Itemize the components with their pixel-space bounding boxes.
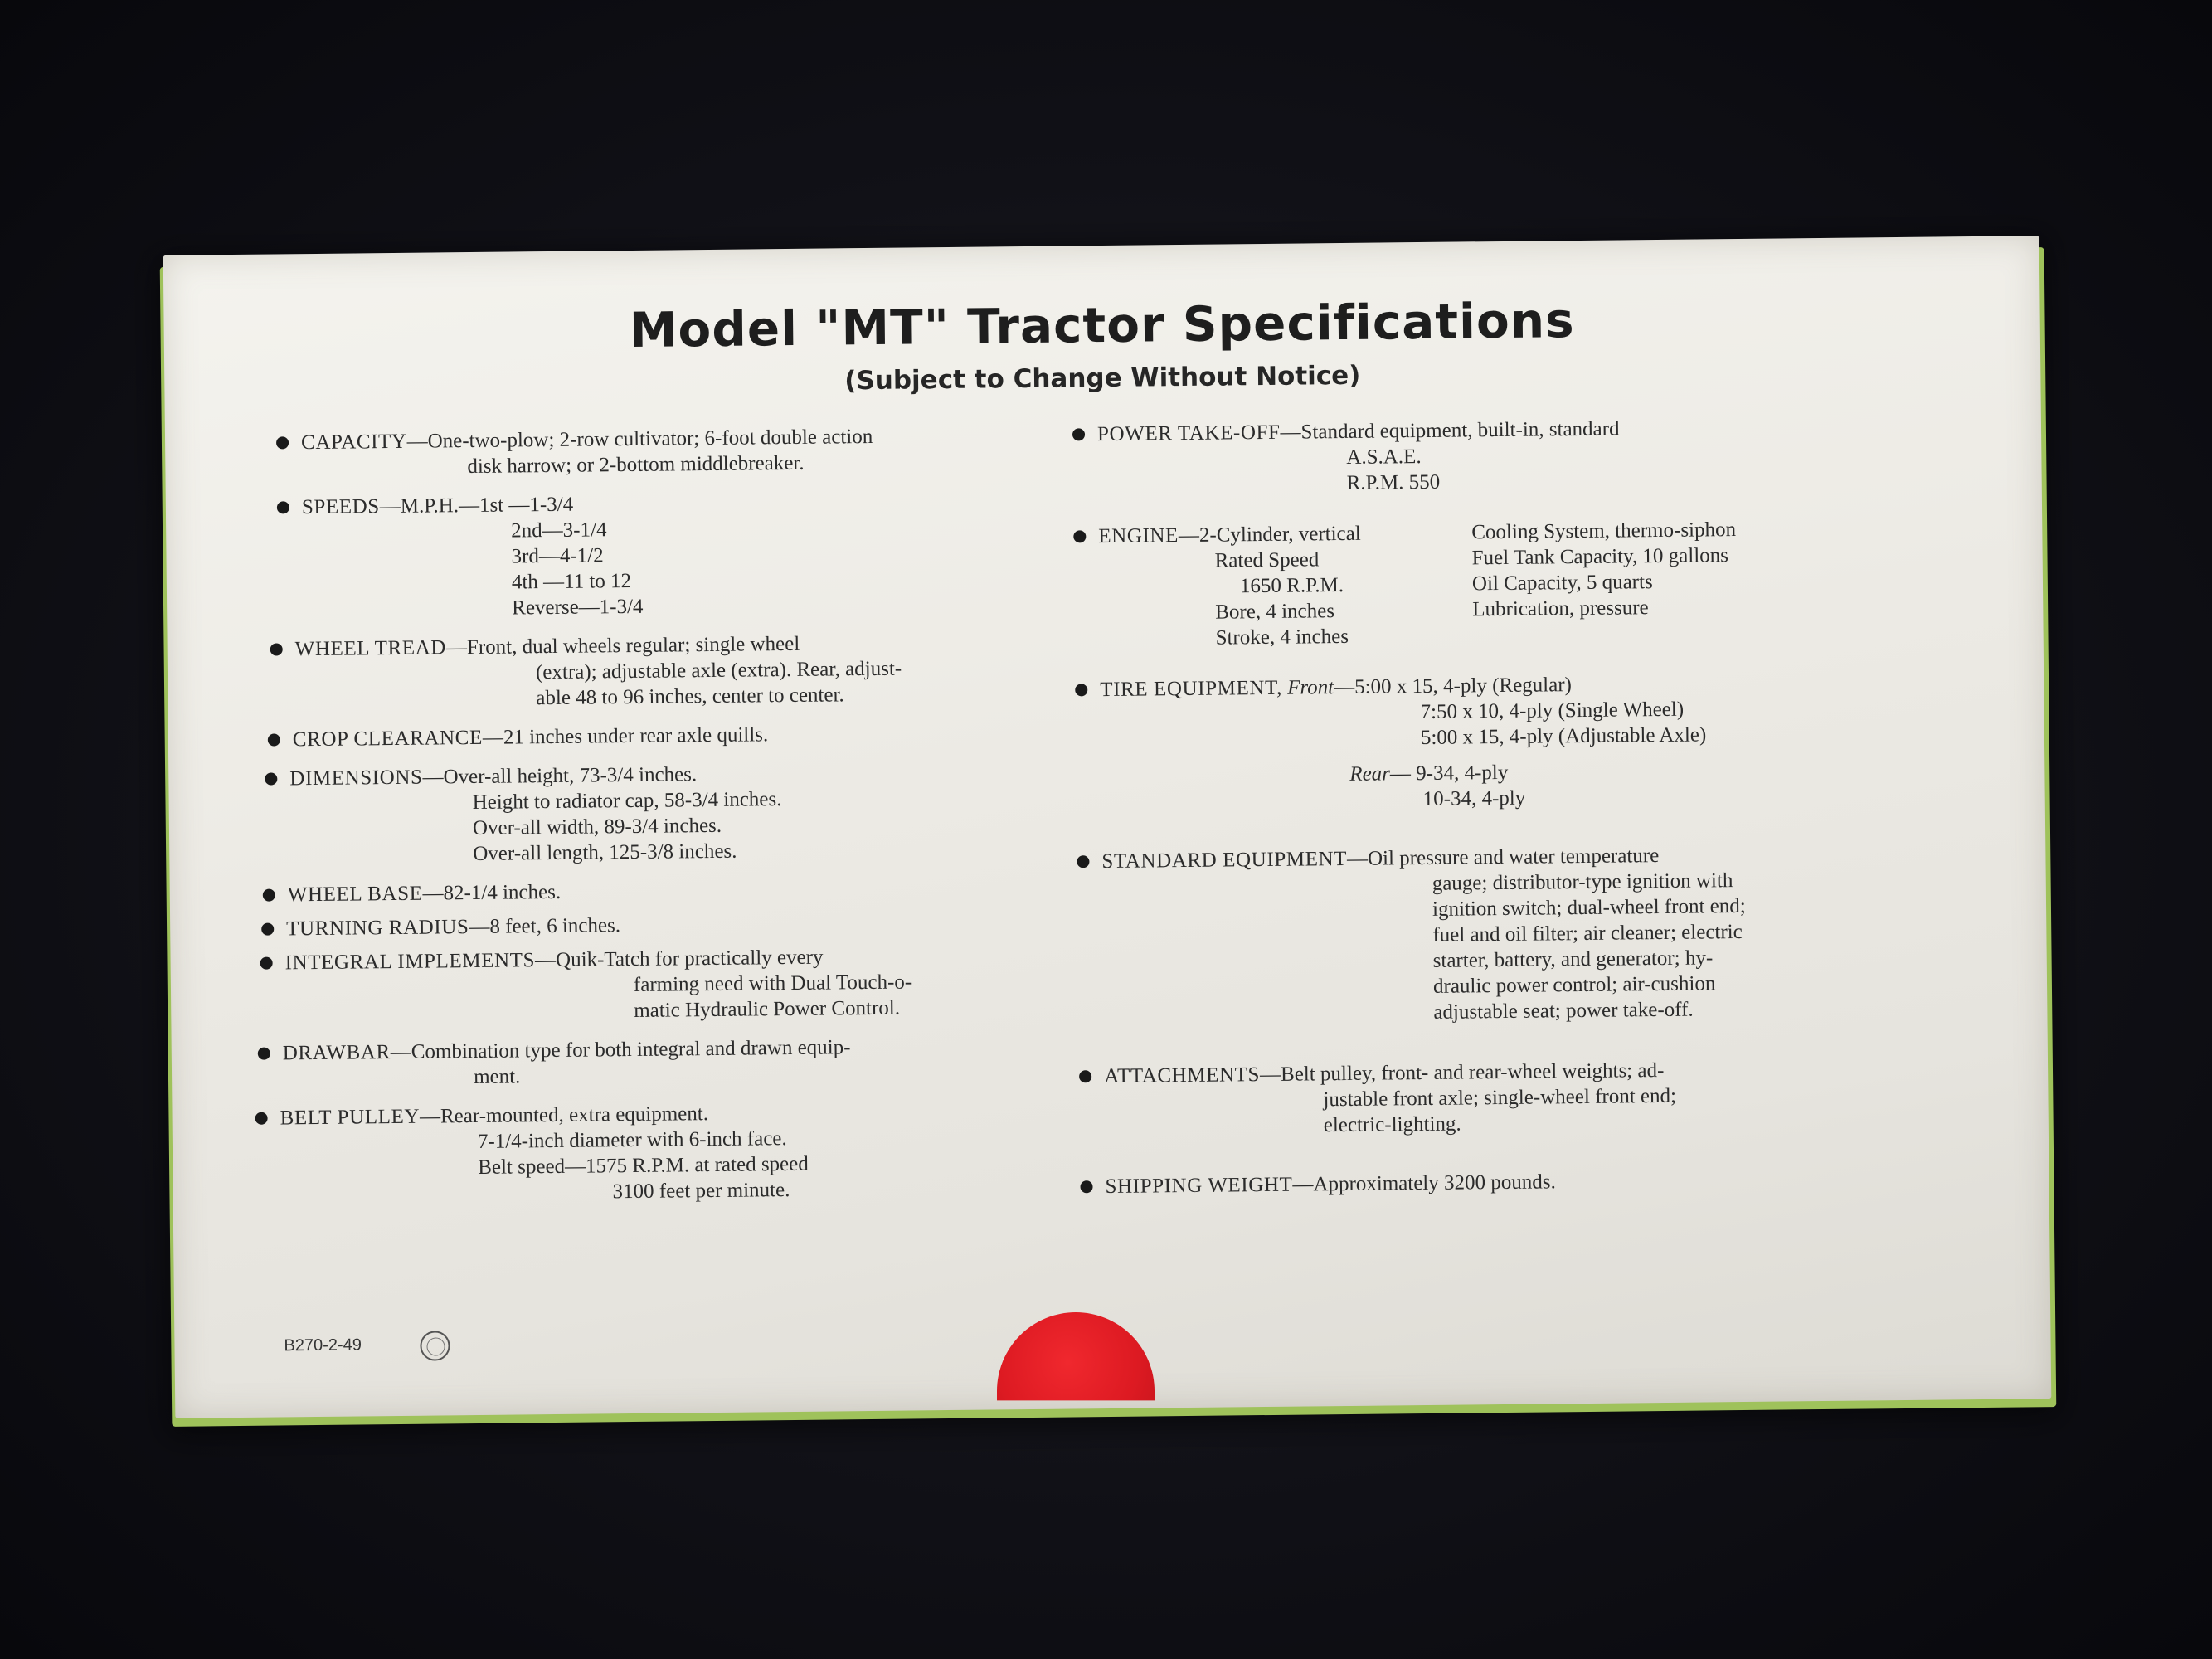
spec-dimensions: DIMENSIONS—Over-all height, 73-3/4 inches. Height to radiator cap, 58-3/4 inches. Over-all width, 89-3/4 inches. Over-all length, 125-3/8 inches. — [253, 758, 1040, 869]
union-label-icon — [420, 1331, 450, 1360]
spec-tire-equipment: TIRE EQUIPMENT, Front—5:00 x 15, 4-ply (Regular) 7:50 x 10, 4-ply (Single Wheel) 5:00 x 15, 4-ply (Adjustable Axle) Rear— 9-34, 4-ply 10-34, 4-ply — [1063, 669, 1894, 815]
bullet-icon — [1077, 855, 1089, 868]
bullet-icon — [268, 733, 280, 746]
bullet-icon — [261, 923, 274, 936]
spec-drawbar: DRAWBAR—Combination type for both integral and drawn equip- ment. — [246, 1033, 1043, 1092]
right-spec-column — [1061, 413, 1898, 1199]
spec-capacity: CAPACITY—One-two-plow; 2-row cultivator; 6-foot double action disk harrow; or 2-bottom middlebreaker. — [265, 422, 1037, 482]
bullet-icon — [265, 772, 277, 785]
bullet-icon — [263, 889, 275, 902]
bullet-icon — [255, 1112, 268, 1125]
bullet-icon — [1075, 684, 1087, 696]
bullet-icon — [277, 501, 289, 513]
spec-crop-clearance: CROP CLEARANCE—21 inches under rear axle quills. — [256, 719, 1039, 753]
spec-speeds: SPEEDS—M.P.H.—1st —1-3/4 2nd—3-1/4 3rd—4-1/2 4th —11 to 12 Reverse—1-3/4 — [265, 487, 1038, 624]
spec-shipping-weight: SHIPPING WEIGHT—Approximately 3200 pounds. — [1068, 1165, 1898, 1199]
spec-standard-equipment: STANDARD EQUIPMENT—Oil pressure and water temperature gauge; distributor-type ignition with ignition switch; dual-wheel front end; fuel and oil filter; air cleaner; electric starter, battery, and generator; hy- draulic power control; air-cushion adjustable seat; power take-off. — [1065, 840, 1896, 1029]
page-title: Model "MT" Tractor Specifications — [629, 292, 1575, 358]
page-subtitle: (Subject to Change Without Notice) — [844, 360, 1361, 397]
form-number: B270-2-49 — [284, 1335, 362, 1355]
spec-power-takeoff: POWER TAKE-OFF—Standard equipment, built-in, standard A.S.A.E. R.P.M. 550 — [1061, 413, 1891, 499]
bullet-icon — [276, 436, 289, 449]
left-spec-column — [265, 422, 1044, 1209]
spec-engine: ENGINE—2-Cylinder, vertical Rated Speed 1650 R.P.M. Bore, 4 inches Stroke, 4 inches Cooling System, thermo-siphon Fuel Tank Capacity, 10 gallons Oil Capacity, 5 quarts Lubrication, pressure — [1062, 515, 1893, 652]
spec-turning-radius: TURNING RADIUS—8 feet, 6 inches. — [250, 908, 1041, 942]
spec-belt-pulley: BELT PULLEY—Rear-mounted, extra equipment. 7-1/4-inch diameter with 6-inch face. Belt speed—1575 R.P.M. at rated speed 3100 feet per minute. — [243, 1097, 1043, 1209]
bullet-icon — [260, 957, 273, 970]
spec-wheel-tread: WHEEL TREAD—Front, dual wheels regular; single wheel (extra); adjustable axle (extra). Rear, adjust- able 48 to 96 inches, center to center. — [259, 629, 1039, 714]
bullet-icon — [1073, 530, 1086, 542]
spec-attachments: ATTACHMENTS—Belt pulley, front- and rear-wheel weights; ad- justable front axle; single-wheel front end; electric-lighting. — [1067, 1055, 1898, 1141]
bullet-icon — [258, 1048, 270, 1060]
spec-integral-implements: INTEGRAL IMPLEMENTS—Quik-Tatch for practically every farming need with Dual Touch-o- matic Hydraulic Power Control. — [249, 942, 1043, 1028]
bullet-icon — [1079, 1070, 1091, 1082]
bullet-icon — [1080, 1180, 1092, 1193]
spec-sheet-page — [163, 236, 2052, 1418]
bullet-icon — [1072, 428, 1085, 440]
spec-wheel-base: WHEEL BASE—82-1/4 inches. — [251, 874, 1041, 908]
bullet-icon — [270, 643, 283, 655]
